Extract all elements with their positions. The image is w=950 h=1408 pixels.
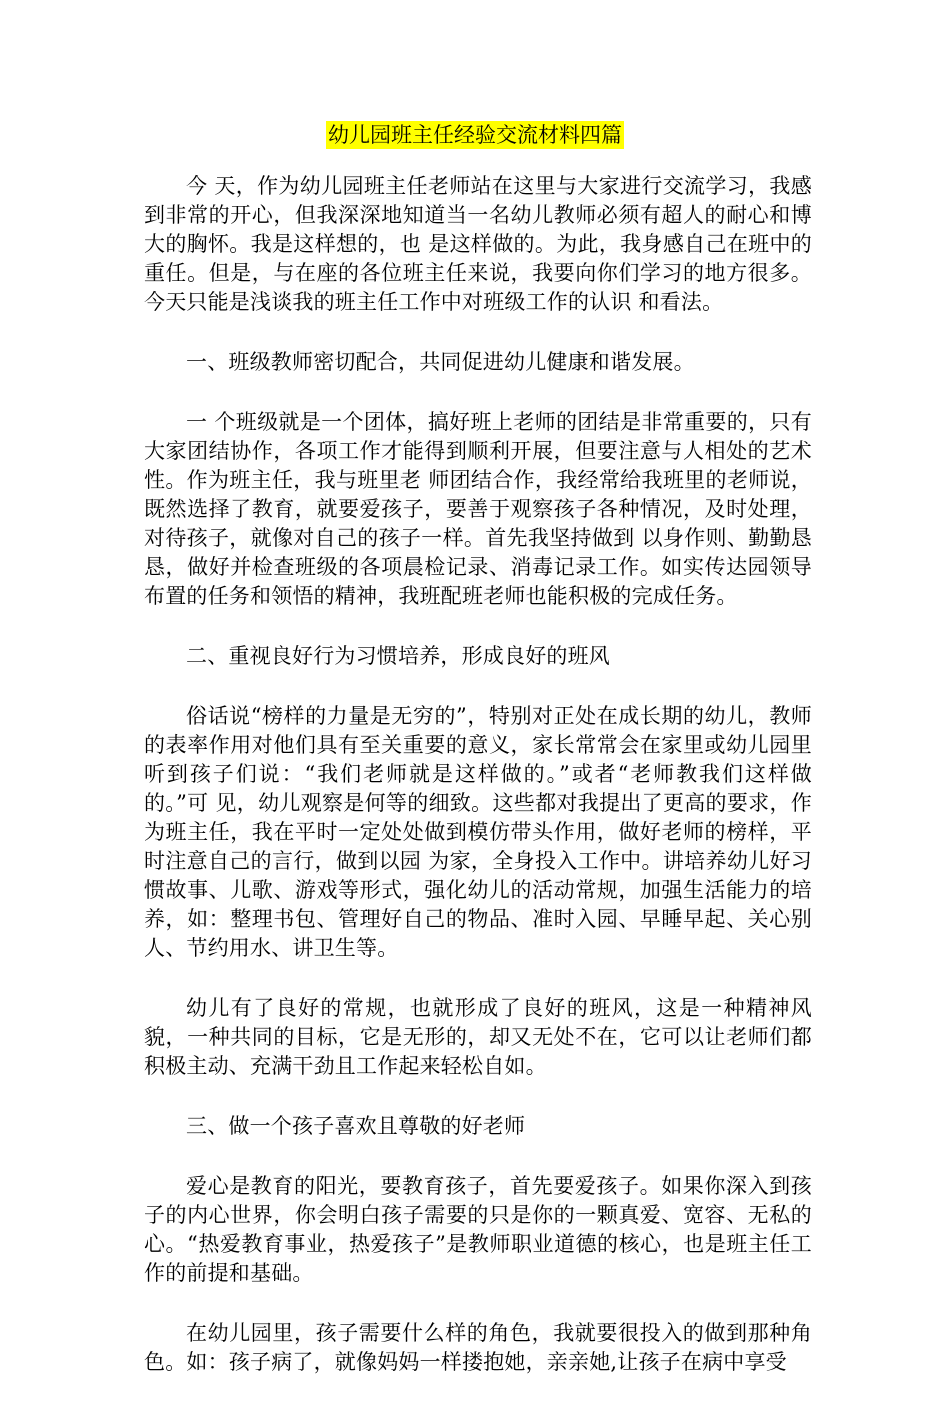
document-body bbox=[144, 172, 812, 1408]
paragraph-love: 爱心是教育的阳光，要教育孩子，首先要爱孩子。如果你深入到孩子的内心世界，你会明白孩子需要的只是你的一颗真爱、宽容、无私的心。“热爱教育事业，热爱孩子”是教师职业道德的核心，也是班主任工作的前提和基础。 bbox=[144, 1174, 812, 1285]
paragraph-role-model: 俗话说“榜样的力量是无穷的”，特别对正处在成长期的幼儿，教师的表率作用对他们具有至关重要的意义，家长常常会在家里或幼儿园里听到孩子们说：“我们老师就是这样做的。”或者“老师教我们这样做的。”可 见，幼儿观察是何等的细致。这些都对我提出了更高的要求，作为班主任，我在平时一定处处做到模仿带头作用，做好老师的榜样，平时注意自己的言行，做到以园 为家，全身投入工作中。讲培养幼儿好习惯故事、儿歌、游戏等形式，强化幼儿的活动常规，加强生活能力的培养，如：整理书包、管理好自己的物品、准时入园、早睡早起、关心别人、节约用水、讲卫生等。 bbox=[144, 704, 812, 960]
section-heading-3: 三、做一个孩子喜欢且尊敬的好老师 bbox=[186, 1114, 526, 1138]
document-title: 幼儿园班主任经验交流材料四篇 bbox=[328, 123, 622, 147]
section-heading-2: 二、重视良好行为习惯培养，形成良好的班风 bbox=[186, 644, 610, 668]
paragraph-teamwork: 一 个班级就是一个团体，搞好班上老师的团结是非常重要的，只有大家团结协作，各项工作才能得到顺利开展，但要注意与人相处的艺术性。作为班主任，我与班里老 师团结合作，我经常给我班里的老师说，既然选择了教育，就要爱孩子，要善于观察孩子各种情况，及时处理，对待孩子，就像对自己的孩子一样。首先我坚持做到 以身作则、勤勤恳恳，做好并检查班级的各项晨检记录、消毒记录工作。如实传达园领导布置的任务和领悟的精神，我班配班老师也能积极的完成任务。 bbox=[144, 410, 812, 608]
paragraph-intro: 今 天，作为幼儿园班主任老师站在这里与大家进行交流学习，我感到非常的开心，但我深深地知道当一名幼儿教师必须有超人的耐心和博大的胸怀。我是这样想的，也 是这样做的。为此，我身感自己在班中的重任。但是，与在座的各位班主任来说，我要向你们学习的地方很多。今天只能是浅谈我的班主任工作中对班级工作的认识 和看法。 bbox=[144, 174, 812, 314]
section-heading-1: 一、班级教师密切配合，共同促进幼儿健康和谐发展。 bbox=[186, 350, 695, 374]
paragraph-class-spirit: 幼儿有了良好的常规，也就形成了良好的班风，这是一种精神风貌，一种共同的目标，它是无形的，却又无处不在，它可以让老师们都积极主动、充满干劲且工作起来轻松自如。 bbox=[144, 996, 812, 1078]
title-container bbox=[0, 121, 950, 149]
paragraph-role: 在幼儿园里，孩子需要什么样的角色，我就要很投入的做到那种角色。如：孩子病了，就像妈妈一样搂抱她，亲亲她,让孩子在病中享受 bbox=[144, 1321, 812, 1374]
